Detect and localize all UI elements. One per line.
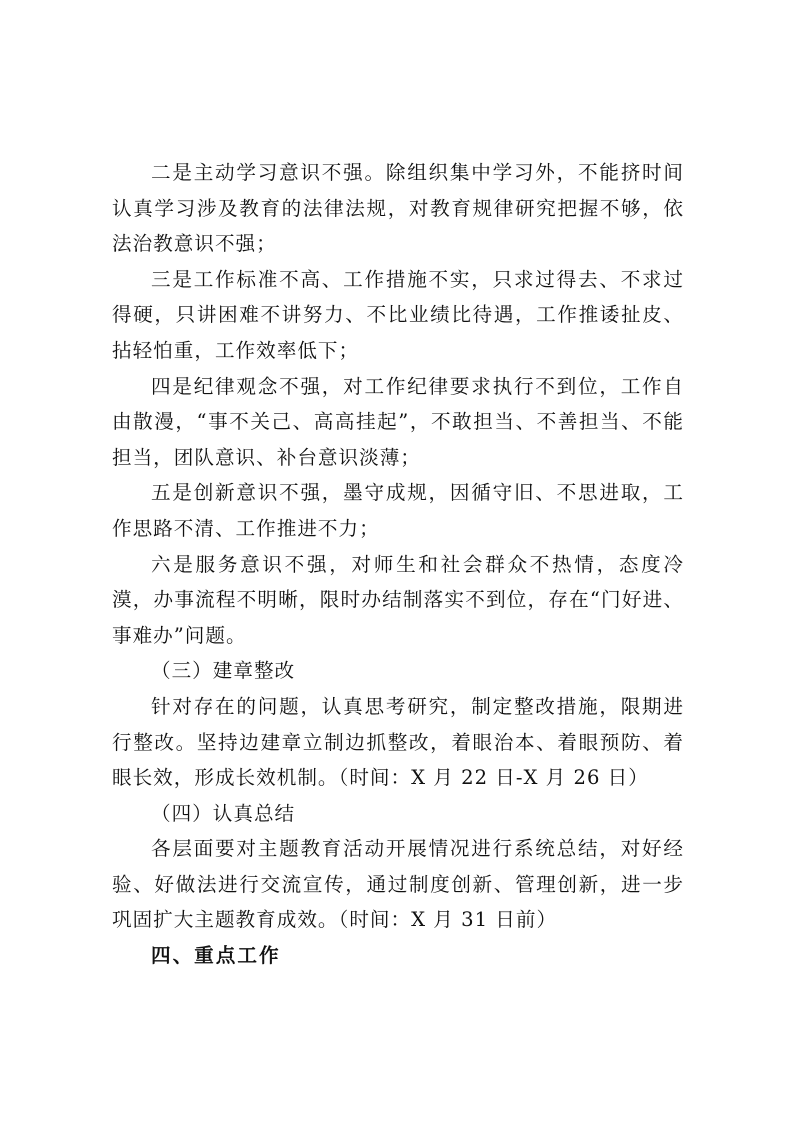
paragraph-point-two: 二是主动学习意识不强。除组织集中学习外，不能挤时间认真学习涉及教育的法律法规，对教育规律研究把握不够，依法治教意识不强； xyxy=(112,161,684,256)
paragraph-point-five: 五是创新意识不强，墨守成规，因循守旧、不思进取，工作思路不清、工作推进不力； xyxy=(112,481,684,540)
paragraph-point-three: 三是工作标准不高、工作措施不实，只求过得去、不求过得硬，只讲困难不讲努力、不比业绩比待遇，工作推诿扯皮、拈轻怕重，工作效率低下； xyxy=(112,267,684,362)
subheading-summary: （四）认真总结 xyxy=(151,801,296,825)
document-body xyxy=(112,155,684,974)
paragraph-summary: 各层面要对主题教育活动开展情况进行系统总结，对好经验、好做法进行交流宣传，通过制度创新、管理创新，进一步巩固扩大主题教育成效。（时间：X 月 31 日前） xyxy=(112,837,684,932)
section-heading-key-work: 四、重点工作 xyxy=(151,944,281,968)
paragraph-rectification: 针对存在的问题，认真思考研究，制定整改措施，限期进行整改。坚持边建章立制边抓整改，着眼治本、着眼预防、着眼长效，形成长效机制。（时间：X 月 22 日-X 月 26 日） xyxy=(112,694,684,790)
paragraph-point-six: 六是服务意识不强，对师生和社会群众不热情，态度冷漠，办事流程不明晰，限时办结制落实不到位，存在“门好进、事难办”问题。 xyxy=(112,552,684,647)
subheading-rectification: （三）建章整改 xyxy=(151,659,296,683)
paragraph-point-four: 四是纪律观念不强，对工作纪律要求执行不到位，工作自由散漫，“事不关己、高高挂起”，不敢担当、不善担当、不能担当，团队意识、补台意识淡薄； xyxy=(112,374,684,469)
